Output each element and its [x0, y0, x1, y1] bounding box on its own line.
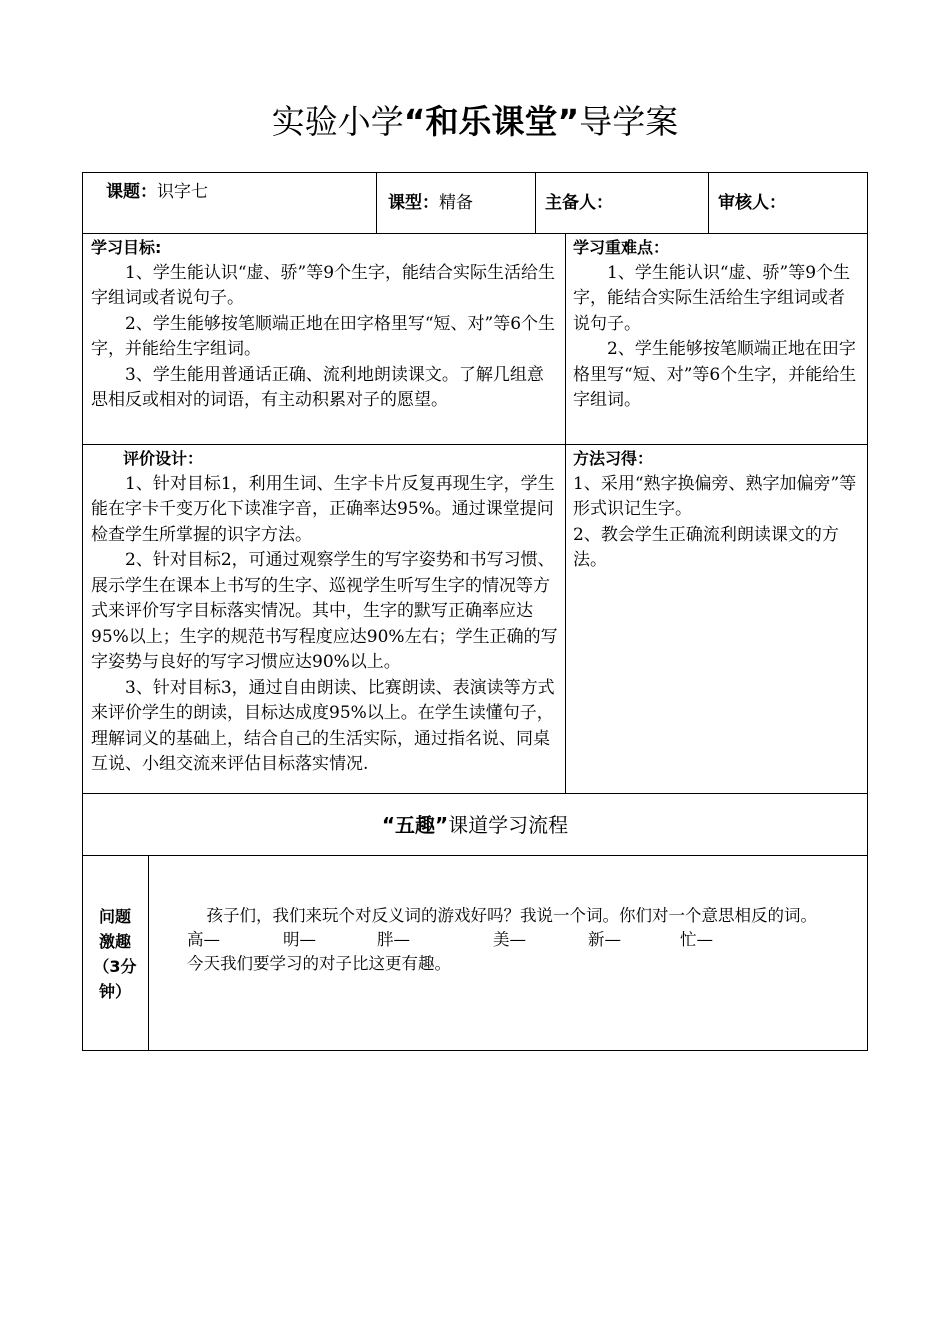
stage-closing: 今天我们要学习的对子比这更有趣。	[187, 954, 451, 973]
antonym-word: 美—	[493, 930, 526, 949]
stage-label-line: 激趣	[98, 932, 131, 951]
type-label: 课型	[388, 193, 422, 213]
key-points-cell	[573, 235, 861, 414]
stage-label-line: 问题	[98, 907, 131, 926]
process-title-rest: 课道学习流程	[448, 813, 569, 837]
stage-content	[157, 904, 862, 976]
antonym-word: 新—	[588, 930, 621, 949]
stage-label-line: 钟）	[98, 982, 131, 1001]
stage-label-line: （3分	[93, 957, 137, 976]
evaluation-heading: 评价设计：	[123, 449, 204, 468]
row-divider-4	[82, 855, 868, 856]
title-suffix: 导学案	[579, 102, 679, 141]
key-point-item: 1、学生能认识“虚、骄”等9个生字，能结合实际生活给生字组词或者说句子。	[573, 262, 851, 334]
goals-cell	[91, 235, 558, 414]
topic-cell: 课题：识字七	[106, 182, 208, 202]
stage-label	[84, 904, 146, 1004]
col-divider-stage	[148, 855, 149, 1051]
evaluation-cell	[91, 446, 558, 778]
title-bold: “和乐课堂”	[403, 102, 580, 141]
antonym-word: 忙—	[680, 930, 713, 949]
method-item: 2、教会学生正确流利朗读课文的方法。	[573, 524, 839, 570]
process-title	[82, 811, 868, 839]
evaluation-item: 2、针对目标2，可通过观察学生的写字姿势和书写习惯、展示学生在课本上书写的生字、巡视学生听写生字的情况等方式来评价写字目标落实情况。其中，生字的默写正确率应达95%以上；生字的规范书写程度应达90%左右；学生正确的写字姿势与良好的写字习惯应达90%以上。	[91, 550, 558, 672]
topic-value: 识字七	[157, 182, 208, 202]
process-title-bold: “五趣”	[381, 813, 449, 837]
col-divider-middle	[565, 233, 566, 793]
evaluation-item: 3、针对目标3，通过自由朗读、比赛朗读、表演读等方式来评价学生的朗读，目标达成度95%以上。在学生读懂句子，理解词义的基础上，结合自己的生活实际，通过指名说、同桌互说、小组交流来评估目标落实情况.	[91, 677, 555, 774]
antonym-word: 胖—	[377, 930, 410, 949]
antonym-word-row	[157, 928, 862, 952]
stage-intro: 孩子们，我们来玩个对反义词的游戏好吗？我说一个词。你们对一个意思相反的词。	[206, 906, 817, 925]
evaluation-item: 1、针对目标1，利用生词、生字卡片反复再现生字，学生能在字卡千变万化下读准字音，正确率达95%。通过课堂提问检查学生所掌握的识字方法。	[91, 473, 555, 545]
key-point-item: 2、学生能够按笔顺端正地在田字格里写“短、对”等6个生字，并能给生字组词。	[573, 339, 857, 410]
antonym-word: 高—	[187, 930, 220, 949]
topic-label: 课题	[106, 182, 140, 202]
reviewer-label: 审核人：	[718, 193, 786, 213]
row-divider-1	[82, 233, 868, 234]
methods-heading: 方法习得：	[573, 449, 654, 468]
key-points-heading: 学习重难点：	[573, 238, 670, 257]
row-divider-3	[82, 793, 868, 794]
preparer-label: 主备人：	[545, 193, 613, 213]
method-item: 1、采用“熟字换偏旁、熟字加偏旁”等形式识记生字。	[573, 473, 857, 519]
page-title	[0, 100, 950, 144]
goals-heading: 学习目标:	[91, 238, 162, 257]
row-divider-2	[82, 444, 868, 445]
type-cell: 课型：精备	[388, 193, 473, 213]
col-divider-header-3	[708, 172, 709, 233]
col-divider-header-2	[535, 172, 536, 233]
goal-item: 3、学生能用普通话正确、流利地朗读课文。了解几组意思相反或相对的词语，有主动积累对子的愿望。	[91, 364, 544, 410]
methods-cell	[573, 446, 861, 574]
col-divider-header-1	[376, 172, 377, 233]
title-prefix: 实验小学	[271, 102, 404, 141]
goal-item: 2、学生能够按笔顺端正地在田字格里写“短、对”等6个生字，并能给生字组词。	[91, 313, 556, 359]
goal-item: 1、学生能认识“虚、骄”等9个生字，能结合实际生活给生字组词或者说句子。	[91, 262, 556, 308]
antonym-word: 明—	[283, 930, 316, 949]
type-value: 精备	[439, 193, 473, 213]
